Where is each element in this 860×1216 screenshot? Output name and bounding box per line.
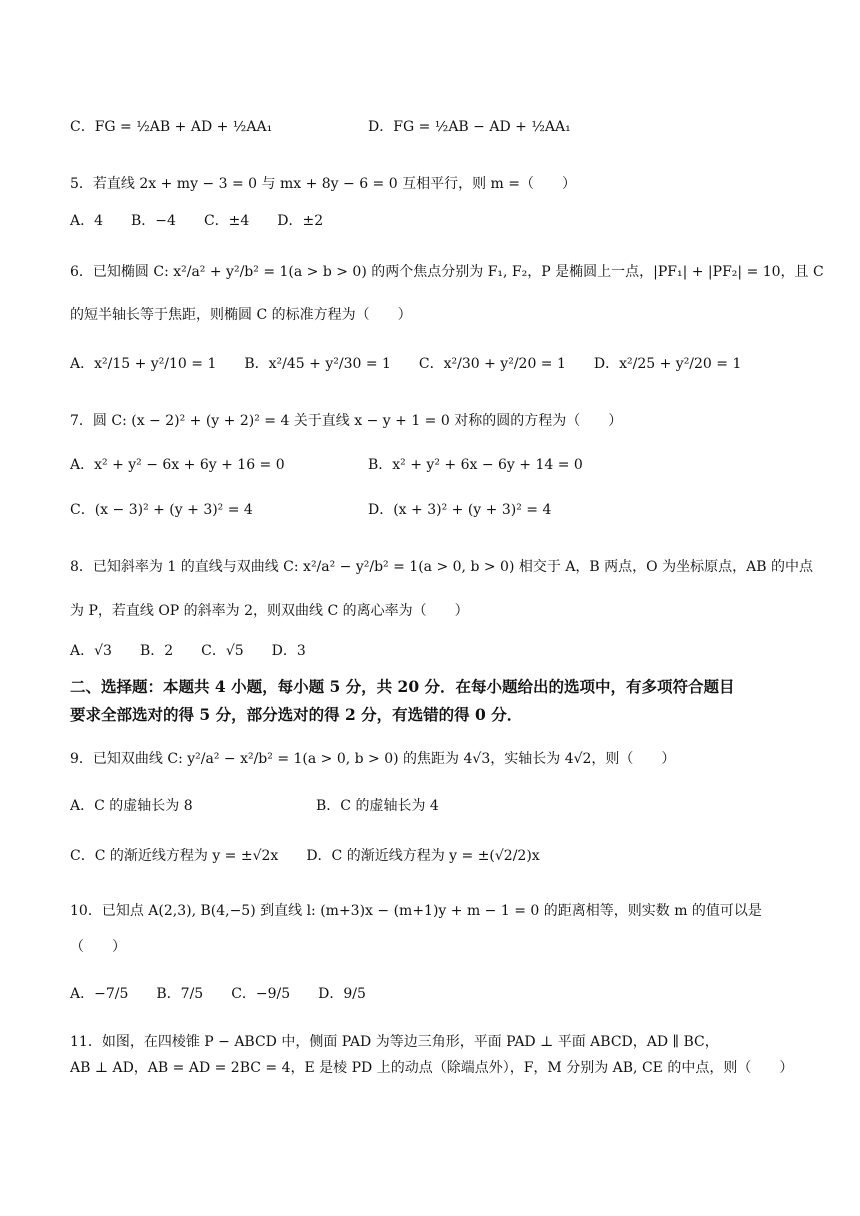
q10: 10．已知点 A(2,3), B(4,−5) 到直线 l: (m+3)x − (m+1)y + m − 1 = 0 的距离相等，则实数 m 的值可以是: [70, 903, 762, 919]
q4-c: C．FG = ½AB + AD + ½AA₁: [70, 119, 273, 135]
q5-opts: A．4 B．−4 C．±4 D．±2: [70, 213, 324, 229]
q7: 7．圆 C: (x − 2)² + (y + 2)² = 4 关于直线 x − y + 1 = 0 对称的圆的方程为（ ）: [70, 413, 623, 429]
q6-opts: A．x²/15 + y²/10 = 1 B．x²/45 + y²/30 = 1 C．x²/30 + y²/20 = 1 D．x²/25 + y²/20 = 1: [70, 356, 742, 372]
q11: 11．如图，在四棱锥 P − ABCD 中，侧面 PAD 为等边三角形，平面 PAD ⊥ 平面 ABCD，AD ∥ BC，: [70, 1034, 719, 1050]
q6-b: 的短半轴长等于焦距，则椭圆 C 的标准方程为（ ）: [70, 307, 412, 323]
q9-cd: C．C 的渐近线方程为 y = ±√2x D．C 的渐近线方程为 y = ±(√2/2)x: [70, 848, 540, 864]
sec2-a: 二、选择题：本题共 4 小题，每小题 5 分，共 20 分．在每小题给出的选项中，有多项符合题目: [70, 677, 735, 696]
q7-d: D．(x + 3)² + (y + 3)² = 4: [368, 502, 552, 518]
q5: 5．若直线 2x + my − 3 = 0 与 mx + 8y − 6 = 0 互相平行，则 m =（ ）: [70, 176, 577, 192]
q8: 8．已知斜率为 1 的直线与双曲线 C: x²/a² − y²/b² = 1(a > 0, b > 0) 相交于 A，B 两点，O 为坐标原点，AB 的中点: [70, 559, 813, 575]
q11-b: AB ⊥ AD，AB = AD = 2BC = 4，E 是棱 PD 上的动点（除端点外），F，M 分别为 AB, CE 的中点，则（ ）: [70, 1060, 794, 1076]
q4-d: D．FG = ½AB − AD + ½AA₁: [368, 119, 571, 135]
sec2-b: 要求全部选对的得 5 分，部分选对的得 2 分，有选错的得 0 分．: [70, 705, 523, 724]
q6: 6．已知椭圆 C: x²/a² + y²/b² = 1(a > b > 0) 的两个焦点分别为 F₁, F₂，P 是椭圆上一点，|PF₁| + |PF₂| = 10，且 C: [70, 264, 824, 280]
q7-c: C．(x − 3)² + (y + 3)² = 4: [70, 502, 253, 518]
q9: 9．已知双曲线 C: y²/a² − x²/b² = 1(a > 0, b > 0) 的焦距为 4√3，实轴长为 4√2，则（ ）: [70, 751, 676, 767]
q10-opts: A．−7/5 B．7/5 C．−9/5 D．9/5: [70, 986, 366, 1002]
q10-b: （ ）: [70, 939, 126, 955]
q8-b: 为 P，若直线 OP 的斜率为 2，则双曲线 C 的离心率为（ ）: [70, 603, 469, 619]
q7-ab: A．x² + y² − 6x + 6y + 16 = 0: [70, 457, 285, 473]
q9-b: B．C 的虚轴长为 4: [316, 798, 439, 814]
q9-a: A．C 的虚轴长为 8: [70, 798, 193, 814]
q7-b: B．x² + y² + 6x − 6y + 14 = 0: [368, 457, 583, 473]
q8-opts: A．√3 B．2 C．√5 D．3: [70, 643, 306, 659]
